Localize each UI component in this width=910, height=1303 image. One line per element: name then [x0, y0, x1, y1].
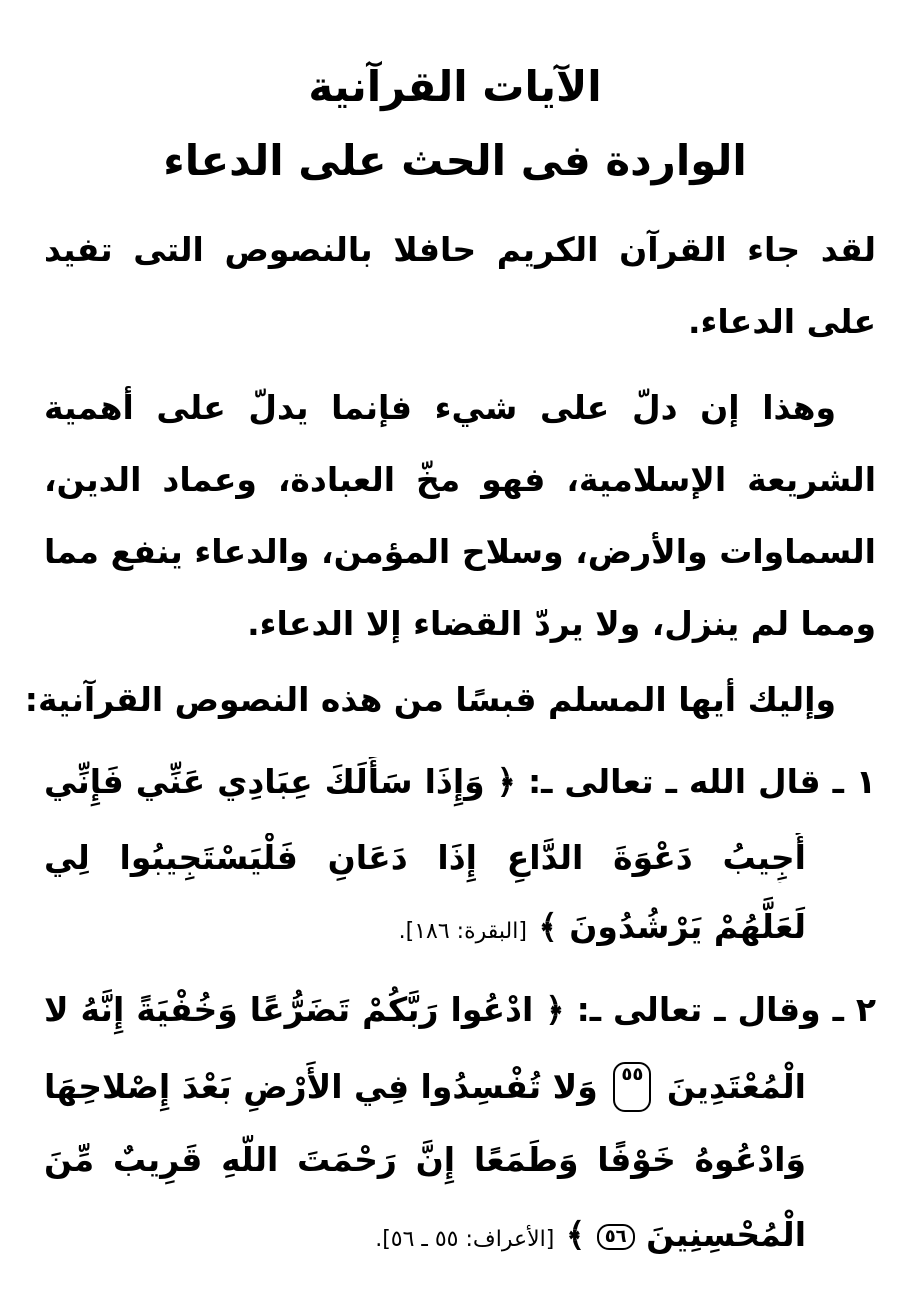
verse-text: ﴾ — [565, 1215, 586, 1254]
item2-line: وَادْعُوهُ خَوْفًا وَطَمَعًا إِنَّ رَحْمَتَ اللَّهِ قَرِيبٌ مِّنَ — [44, 1140, 806, 1179]
heading-line-2: الواردة فى الحث على الدعاء — [163, 136, 747, 185]
verse-text: الْمُعْتَدِينَ — [666, 1067, 806, 1106]
item1-line: أُجِيبُ دَعْوَةَ الدَّاعِ إِذَا دَعَانِ فَلْيَسْتَجِيبُوا لِي — [44, 838, 806, 877]
intro-line: وإليك أيها المسلم قبسًا من هذه النصوص القرآنية: — [24, 680, 836, 719]
item2-line-last — [44, 1210, 806, 1265]
ayah-number-marker: ٥٥ — [613, 1062, 651, 1112]
heading-line-1: الآيات القرآنية — [308, 62, 602, 111]
item1-line: ١ ـ قال الله ـ تعالى ـ: ﴿ وَإِذَا سَأَلَكَ عِبَادِي عَنِّي فَإِنِّي — [44, 762, 876, 801]
paragraph1-line: لقد جاء القرآن الكريم حافلا بالنصوص التى تفيد — [44, 230, 876, 269]
paragraph1-line: على الدعاء. — [688, 302, 876, 341]
paragraph2-line: الشريعة الإسلامية، فهو مخّ العبادة، وعماد الدين، — [44, 460, 876, 499]
verse-text: وَلا تُفْسِدُوا فِي الأَرْضِ بَعْدَ إِصْلاحِهَا — [44, 1067, 598, 1106]
verse-text: الْمُحْسِنِينَ — [646, 1215, 806, 1254]
verse-reference: [البقرة: ١٨٦]. — [398, 919, 527, 944]
ayah-number-marker: ٥٦ — [597, 1224, 635, 1250]
item2-line: ٢ ـ وقال ـ تعالى ـ: ﴿ ادْعُوا رَبَّكُمْ تَضَرُّعًا وَخُفْيَةً إِنَّهُ لا — [44, 990, 876, 1029]
item1-line-last — [44, 902, 806, 957]
verse-text: لَعَلَّهُمْ يَرْشُدُونَ ﴾ — [538, 907, 806, 946]
paragraph2-line: وهذا إن دلّ على شيء فإنما يدلّ على أهمية — [44, 388, 836, 427]
item2-line — [44, 1062, 806, 1112]
paragraph2-line: السماوات والأرض، وسلاح المؤمن، والدعاء ينفع مما — [44, 532, 876, 571]
paragraph2-line: ومما لم ينزل، ولا يردّ القضاء إلا الدعاء. — [247, 604, 876, 643]
verse-reference: [الأعراف: ٥٥ ـ ٥٦]. — [375, 1227, 555, 1252]
